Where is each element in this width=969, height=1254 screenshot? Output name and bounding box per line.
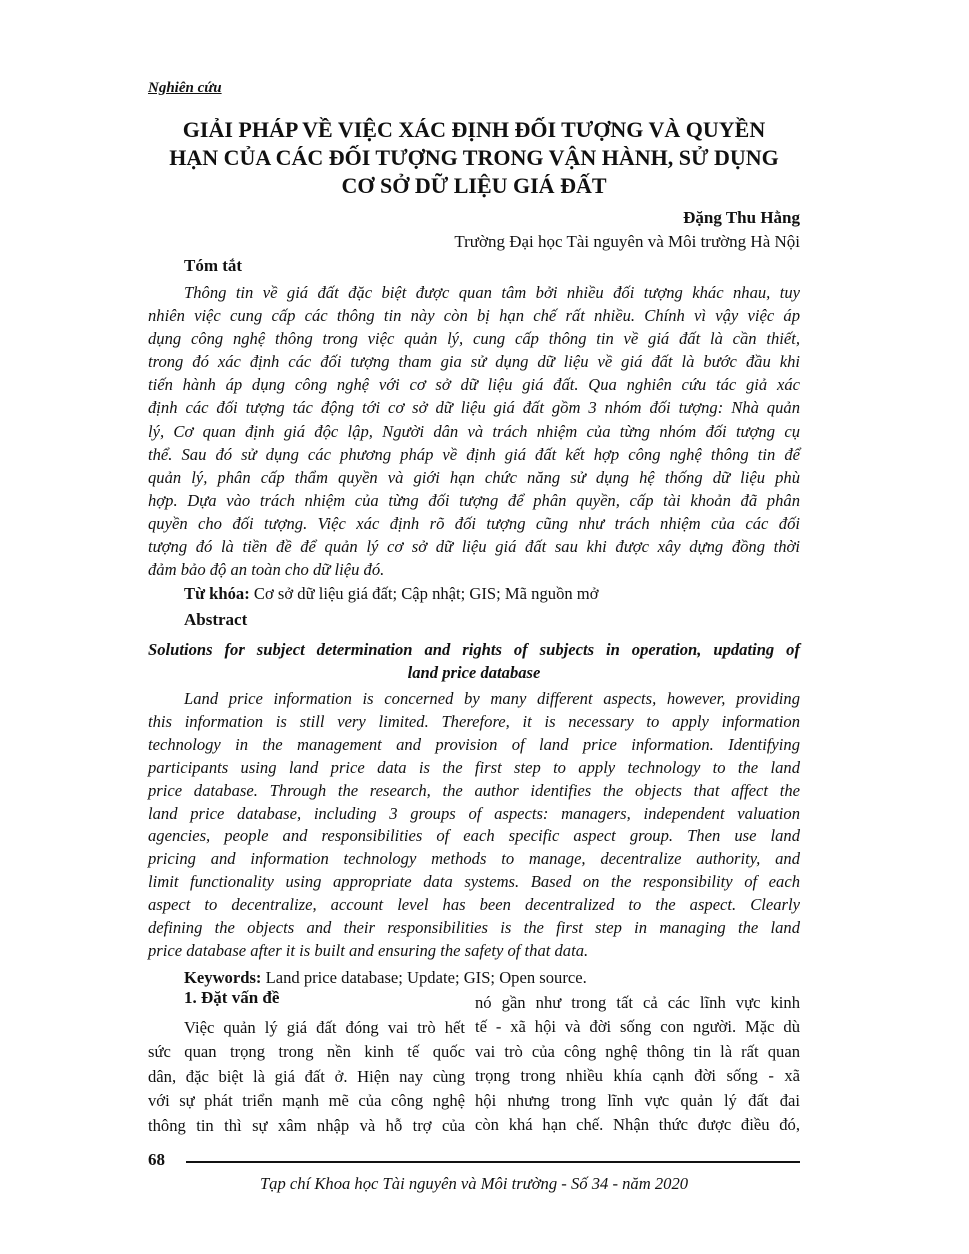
text-line: trọng trong nhiều khía cạnh đời sống - xã — [475, 1066, 800, 1086]
author-name: Đặng Thu Hằng — [683, 208, 800, 227]
left-column — [148, 1016, 465, 1138]
title-line: HẠN CỦA CÁC ĐỐI TƯỢNG TRONG VẬN HÀNH, SỬ DỤNG — [169, 145, 779, 170]
text-line: price database after it is built and ensuring the safety of that data. — [148, 940, 589, 960]
text-line: với sự phát triển mạnh mẽ của công nghệ — [148, 1091, 465, 1111]
text-line: Việc quản lý giá đất đóng vai trò hết — [184, 1018, 465, 1037]
text-line: hợp. Dựa vào trách nhiệm của từng đối tượng để phân quyền, cấp tài khoản đã phân — [148, 490, 800, 510]
text-line: sức quan trọng trong nền kinh tế quốc — [148, 1042, 465, 1062]
text-line: quản lý, phân cấp thẩm quyền và giới hạn chức năng sử dụng hệ thống dữ liệu phù — [148, 467, 800, 487]
english-title-line: land price database — [407, 663, 541, 682]
journal-footer: Tạp chí Khoa học Tài nguyên và Môi trường - Số 34 - năm 2020 — [259, 1174, 689, 1193]
text-line: land price database, including 3 groups of aspects: managers, independent valuation — [148, 803, 800, 823]
right-column — [475, 991, 800, 1137]
text-line: nó gần như trong tất cả các lĩnh vực kinh — [475, 993, 800, 1012]
text-line: đảm bảo độ an toàn cho dữ liệu đó. — [148, 560, 385, 580]
text-line: participants using land price data is the first step to apply technology to the land — [148, 757, 800, 777]
text-line: this information is still very limited. Therefore, it is necessary to apply information — [148, 711, 800, 731]
vietnamese-summary — [148, 281, 800, 581]
abstract-heading: Abstract — [184, 610, 248, 629]
text-line: thông tin thì sự xâm nhập và hỗ trợ của — [148, 1115, 465, 1135]
text-line: quyền cho đối tượng. Việc xác định rõ đối tượng cũng như trách nhiệm của các đối — [148, 513, 800, 533]
page-number: 68 — [148, 1150, 165, 1169]
text-line: trong đó xác định các đối tượng tham gia sử dụng dữ liệu về giá đất là bước đầu khi — [148, 352, 800, 372]
text-line: nhiên việc cung cấp các thông tin này còn bị hạn chế rất nhiều. Chính vì vậy việc áp — [148, 306, 800, 326]
article-title — [148, 116, 800, 200]
text-line: hội nhưng trong lĩnh vực quản lý đất đai — [475, 1090, 800, 1110]
title-line: GIẢI PHÁP VỀ VIỆC XÁC ĐỊNH ĐỐI TƯỢNG VÀ QUYỀN — [182, 117, 766, 142]
text-line: còn khá hạn chế. Nhận thức được điều đó, — [475, 1115, 800, 1135]
text-line: technology in the management and provision of land price information. Identifying — [148, 734, 800, 754]
keywords-value: Land price database; Update; GIS; Open source. — [261, 968, 587, 987]
title-line: CƠ SỞ DỮ LIỆU GIÁ ĐẤT — [341, 173, 607, 198]
text-line: tế - xã hội và đời sống con người. Mặc dù — [475, 1017, 800, 1037]
text-line: vai trò của công nghệ thông tin là rất quan — [475, 1041, 800, 1061]
english-title-line: Solutions for subject determination and rights of subjects in operation, updating of — [148, 640, 800, 659]
text-line: limit functionality using appropriate data systems. Based on the responsibility of each — [148, 872, 800, 892]
english-title — [148, 638, 800, 684]
text-line: định các đối tượng tác động tới cơ sở dữ liệu giá đất gồm 3 nhóm đối tượng: Nhà quản — [148, 398, 800, 418]
text-line: aspect to decentralize, account level has been decentralized to the aspect. Clearly — [148, 895, 800, 915]
vietnamese-keywords — [148, 584, 836, 604]
keywords-label: Từ khóa: — [184, 584, 250, 603]
text-line: tượng đó là tiền đề để quản lý cơ sở dữ liệu giá đất sau khi được xây dựng đồng thời — [148, 537, 800, 557]
text-line: dụng công nghệ thông trong việc quản lý, cung cấp thông tin về giá đất là cần thiết, — [148, 329, 800, 349]
text-line: defining the objects and their responsibilities is the first step in managing the land — [148, 918, 800, 938]
keywords-value: Cơ sở dữ liệu giá đất; Cập nhật; GIS; Mã nguồn mở — [249, 584, 599, 603]
text-line: price database. Through the research, the author identifies the objects that affect the — [148, 780, 800, 800]
keywords-label: Keywords: — [184, 968, 262, 987]
footer-rule — [186, 1161, 800, 1163]
english-keywords — [148, 968, 836, 988]
text-line: thể. Sau đó sử dụng các phương pháp về định giá đất kết hợp công nghệ thông tin để — [148, 444, 800, 464]
text-line: Thông tin về giá đất đặc biệt được quan tâm bởi nhiều đối tượng khác nhau, tuy — [184, 283, 800, 302]
text-line: pricing and information technology methods to manage, decentralize authority, and — [148, 849, 800, 869]
author-affiliation: Trường Đại học Tài nguyên và Môi trường Hà Nội — [454, 232, 800, 251]
text-line: dân, đặc biệt là giá đất ở. Hiện nay cùng — [148, 1066, 465, 1086]
text-line: Land price information is concerned by many different aspects, however, providing — [184, 689, 800, 708]
section-label: Nghiên cứu — [148, 80, 222, 96]
intro-heading: 1. Đặt vấn đề — [184, 988, 280, 1007]
english-abstract — [148, 688, 800, 963]
summary-heading: Tóm tắt — [184, 256, 243, 275]
text-line: agencies, people and responsibilities of each specific aspect group. Then use land — [148, 826, 800, 846]
text-line: tiến hành áp dụng công nghệ với cơ sở dữ liệu giá đất. Qua nghiên cứu tác giả xác — [148, 375, 800, 395]
text-line: lý, Cơ quan định giá độc lập, Người dân và trách nhiệm của từng nhóm đối tượng cụ — [148, 421, 800, 441]
